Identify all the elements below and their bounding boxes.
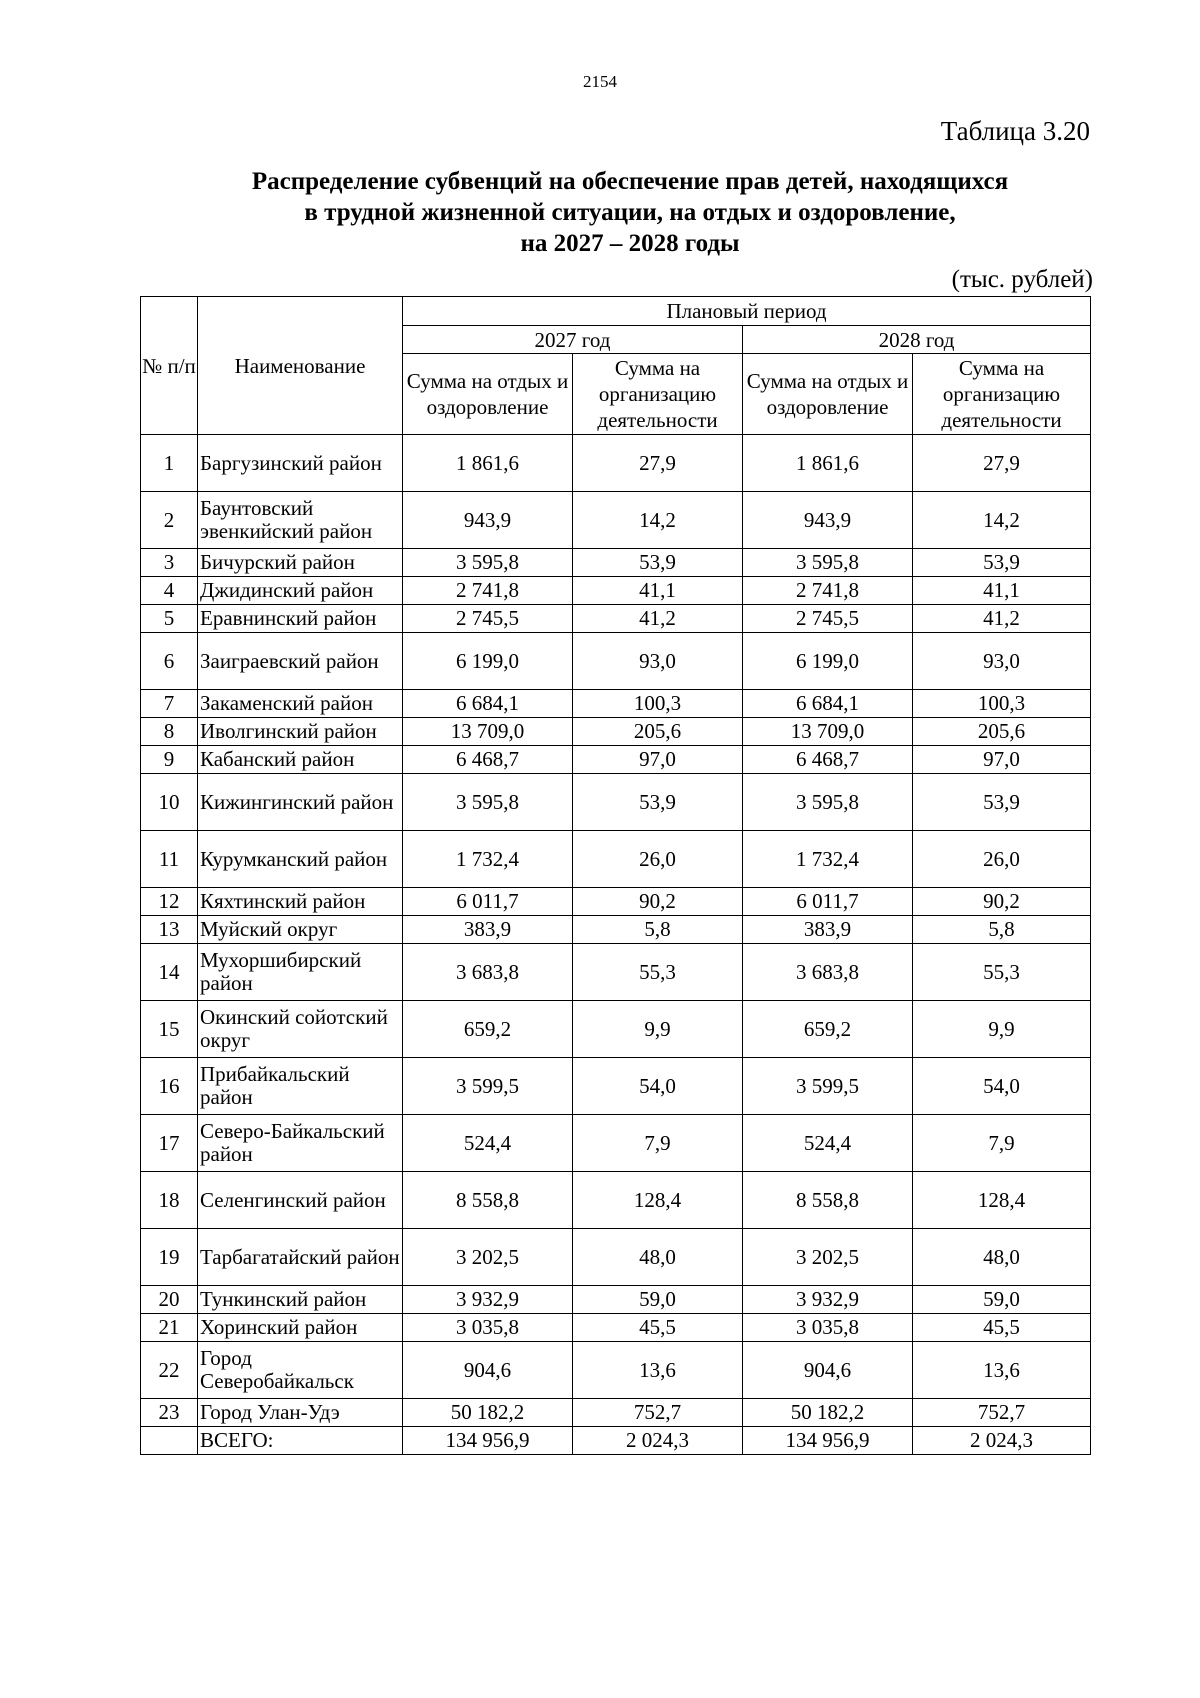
value-org-2028: 55,3 [913, 944, 1091, 1001]
value-org-2027: 54,0 [573, 1058, 743, 1115]
value-rest-2027: 134 956,9 [403, 1427, 573, 1455]
table-row [141, 1286, 1091, 1314]
row-name: Мухоршибирский район [198, 944, 403, 1001]
value-org-2027: 53,9 [573, 549, 743, 577]
value-rest-2027: 6 468,7 [403, 746, 573, 774]
value-org-2028: 93,0 [913, 633, 1091, 690]
value-rest-2027: 13 709,0 [403, 718, 573, 746]
header-rest-2028: Сумма на отдых и оздоровление [743, 354, 913, 435]
row-name: Город Улан-Удэ [198, 1399, 403, 1427]
value-rest-2027: 8 558,8 [403, 1172, 573, 1229]
value-org-2028: 5,8 [913, 916, 1091, 944]
row-number: 14 [141, 944, 198, 1001]
title-line: на 2027 – 2028 годы [520, 230, 740, 257]
value-rest-2028: 134 956,9 [743, 1427, 913, 1455]
value-rest-2027: 6 011,7 [403, 888, 573, 916]
row-name: Иволгинский район [198, 718, 403, 746]
value-rest-2027: 943,9 [403, 492, 573, 549]
value-org-2028: 45,5 [913, 1314, 1091, 1342]
total-row [141, 1427, 1091, 1455]
page-number: 2154 [583, 72, 617, 91]
value-org-2028: 752,7 [913, 1399, 1091, 1427]
value-org-2028: 26,0 [913, 831, 1091, 888]
value-rest-2028: 6 468,7 [743, 746, 913, 774]
value-org-2027: 59,0 [573, 1286, 743, 1314]
value-rest-2027: 6 199,0 [403, 633, 573, 690]
table-row [141, 1172, 1091, 1229]
value-rest-2027: 659,2 [403, 1001, 573, 1058]
value-rest-2027: 1 861,6 [403, 435, 573, 492]
table-row [141, 1399, 1091, 1427]
value-org-2028: 48,0 [913, 1229, 1091, 1286]
value-rest-2028: 6 011,7 [743, 888, 913, 916]
table-body [141, 435, 1091, 1455]
row-name: Тарбагатайский район [198, 1229, 403, 1286]
value-org-2028: 41,1 [913, 577, 1091, 605]
title-line: Распределение субвенций на обеспечение прав детей, находящихся [251, 168, 1009, 195]
row-number: 4 [141, 577, 198, 605]
value-org-2028: 97,0 [913, 746, 1091, 774]
value-rest-2028: 3 202,5 [743, 1229, 913, 1286]
table-row [141, 1342, 1091, 1399]
table-row [141, 831, 1091, 888]
value-org-2027: 97,0 [573, 746, 743, 774]
value-rest-2028: 50 182,2 [743, 1399, 913, 1427]
header-year-2027: 2027 год [403, 326, 743, 354]
row-name: Северо-Байкальский район [198, 1115, 403, 1172]
value-rest-2027: 3 202,5 [403, 1229, 573, 1286]
value-org-2027: 128,4 [573, 1172, 743, 1229]
value-rest-2028: 13 709,0 [743, 718, 913, 746]
title-line: в трудной жизненной ситуации, на отдых и оздоровление, [304, 199, 956, 226]
value-rest-2027: 1 732,4 [403, 831, 573, 888]
row-name: Джидинский район [198, 577, 403, 605]
value-org-2027: 752,7 [573, 1399, 743, 1427]
value-org-2028: 54,0 [913, 1058, 1091, 1115]
table-row [141, 633, 1091, 690]
row-number: 22 [141, 1342, 198, 1399]
value-rest-2027: 3 595,8 [403, 774, 573, 831]
value-rest-2028: 3 683,8 [743, 944, 913, 1001]
table-row [141, 1115, 1091, 1172]
row-name: Город Северобайкальск [198, 1342, 403, 1399]
value-rest-2028: 1 732,4 [743, 831, 913, 888]
value-org-2027: 100,3 [573, 690, 743, 718]
row-number: 11 [141, 831, 198, 888]
value-org-2028: 9,9 [913, 1001, 1091, 1058]
value-org-2028: 2 024,3 [913, 1427, 1091, 1455]
value-org-2027: 90,2 [573, 888, 743, 916]
value-rest-2028: 3 599,5 [743, 1058, 913, 1115]
row-name: Окинский сойотский округ [198, 1001, 403, 1058]
value-org-2028: 128,4 [913, 1172, 1091, 1229]
row-number: 20 [141, 1286, 198, 1314]
table-row [141, 1058, 1091, 1115]
table-row [141, 1001, 1091, 1058]
table-row [141, 435, 1091, 492]
table-row [141, 492, 1091, 549]
value-org-2028: 7,9 [913, 1115, 1091, 1172]
value-org-2027: 48,0 [573, 1229, 743, 1286]
value-org-2027: 45,5 [573, 1314, 743, 1342]
row-number: 3 [141, 549, 198, 577]
value-org-2027: 13,6 [573, 1342, 743, 1399]
row-number: 2 [141, 492, 198, 549]
table-row [141, 605, 1091, 633]
value-rest-2028: 904,6 [743, 1342, 913, 1399]
value-rest-2027: 50 182,2 [403, 1399, 573, 1427]
table-row [141, 1314, 1091, 1342]
value-org-2028: 53,9 [913, 549, 1091, 577]
row-number: 17 [141, 1115, 198, 1172]
value-org-2027: 205,6 [573, 718, 743, 746]
value-rest-2028: 3 932,9 [743, 1286, 913, 1314]
value-rest-2027: 383,9 [403, 916, 573, 944]
value-org-2028: 90,2 [913, 888, 1091, 916]
value-org-2028: 59,0 [913, 1286, 1091, 1314]
header-rest-2027: Сумма на отдых и оздоровление [403, 354, 573, 435]
value-org-2027: 41,1 [573, 577, 743, 605]
value-org-2027: 55,3 [573, 944, 743, 1001]
value-org-2028: 205,6 [913, 718, 1091, 746]
table-row [141, 549, 1091, 577]
row-name: Баргузинский район [198, 435, 403, 492]
row-name: Бичурский район [198, 549, 403, 577]
row-name: Еравнинский район [198, 605, 403, 633]
table-row [141, 916, 1091, 944]
value-rest-2027: 3 683,8 [403, 944, 573, 1001]
value-org-2027: 93,0 [573, 633, 743, 690]
table-row [141, 746, 1091, 774]
table-row [141, 718, 1091, 746]
value-rest-2028: 2 741,8 [743, 577, 913, 605]
row-name: Кяхтинский район [198, 888, 403, 916]
header-org-2028: Сумма на организацию деятельности [913, 354, 1091, 435]
units-label: (тыс. рублей) [951, 266, 1093, 293]
value-rest-2027: 2 745,5 [403, 605, 573, 633]
row-name: Баунтовский эвенкийский район [198, 492, 403, 549]
value-rest-2027: 524,4 [403, 1115, 573, 1172]
subvention-table [140, 296, 1091, 1455]
value-org-2027: 2 024,3 [573, 1427, 743, 1455]
value-rest-2028: 3 595,8 [743, 549, 913, 577]
value-org-2027: 53,9 [573, 774, 743, 831]
row-number: 1 [141, 435, 198, 492]
value-rest-2027: 3 932,9 [403, 1286, 573, 1314]
value-rest-2028: 6 684,1 [743, 690, 913, 718]
document-title [130, 166, 1130, 259]
value-rest-2028: 524,4 [743, 1115, 913, 1172]
value-org-2027: 27,9 [573, 435, 743, 492]
row-number: 18 [141, 1172, 198, 1229]
value-rest-2028: 3 595,8 [743, 774, 913, 831]
row-name: Закаменский район [198, 690, 403, 718]
row-name: Кижингинский район [198, 774, 403, 831]
row-number: 21 [141, 1314, 198, 1342]
value-org-2028: 13,6 [913, 1342, 1091, 1399]
row-name: Прибайкальский район [198, 1058, 403, 1115]
header-org-2027: Сумма на организацию деятельности [573, 354, 743, 435]
table-label: Таблица 3.20 [940, 116, 1090, 146]
row-number [141, 1427, 198, 1455]
value-org-2028: 53,9 [913, 774, 1091, 831]
header-planned-period: Плановый период [403, 297, 1091, 326]
row-number: 15 [141, 1001, 198, 1058]
value-org-2027: 9,9 [573, 1001, 743, 1058]
value-rest-2027: 904,6 [403, 1342, 573, 1399]
row-number: 23 [141, 1399, 198, 1427]
row-number: 6 [141, 633, 198, 690]
row-name: Муйский округ [198, 916, 403, 944]
row-name: Курумканский район [198, 831, 403, 888]
table-row [141, 577, 1091, 605]
value-rest-2028: 659,2 [743, 1001, 913, 1058]
header-year-2028: 2028 год [743, 326, 1091, 354]
table-row [141, 690, 1091, 718]
row-number: 9 [141, 746, 198, 774]
row-number: 10 [141, 774, 198, 831]
value-org-2028: 27,9 [913, 435, 1091, 492]
value-rest-2028: 943,9 [743, 492, 913, 549]
row-number: 5 [141, 605, 198, 633]
value-org-2027: 14,2 [573, 492, 743, 549]
header-number: № п/п [141, 297, 198, 435]
value-rest-2027: 3 595,8 [403, 549, 573, 577]
value-rest-2028: 8 558,8 [743, 1172, 913, 1229]
value-org-2027: 26,0 [573, 831, 743, 888]
value-org-2027: 5,8 [573, 916, 743, 944]
value-rest-2027: 2 741,8 [403, 577, 573, 605]
row-number: 16 [141, 1058, 198, 1115]
row-name: Тункинский район [198, 1286, 403, 1314]
row-number: 13 [141, 916, 198, 944]
row-number: 19 [141, 1229, 198, 1286]
row-name: Заиграевский район [198, 633, 403, 690]
value-rest-2028: 6 199,0 [743, 633, 913, 690]
value-rest-2027: 6 684,1 [403, 690, 573, 718]
value-rest-2028: 383,9 [743, 916, 913, 944]
value-org-2027: 41,2 [573, 605, 743, 633]
value-org-2027: 7,9 [573, 1115, 743, 1172]
header-name: Наименование [198, 297, 403, 435]
table-row [141, 774, 1091, 831]
row-number: 8 [141, 718, 198, 746]
table-row [141, 944, 1091, 1001]
row-number: 7 [141, 690, 198, 718]
value-org-2028: 14,2 [913, 492, 1091, 549]
value-rest-2028: 3 035,8 [743, 1314, 913, 1342]
value-rest-2027: 3 599,5 [403, 1058, 573, 1115]
table-row [141, 1229, 1091, 1286]
value-org-2028: 100,3 [913, 690, 1091, 718]
value-rest-2028: 1 861,6 [743, 435, 913, 492]
row-name: Селенгинский район [198, 1172, 403, 1229]
row-name: ВСЕГО: [198, 1427, 403, 1455]
table-row [141, 888, 1091, 916]
value-org-2028: 41,2 [913, 605, 1091, 633]
row-number: 12 [141, 888, 198, 916]
row-name: Хоринский район [198, 1314, 403, 1342]
value-rest-2027: 3 035,8 [403, 1314, 573, 1342]
row-name: Кабанский район [198, 746, 403, 774]
value-rest-2028: 2 745,5 [743, 605, 913, 633]
